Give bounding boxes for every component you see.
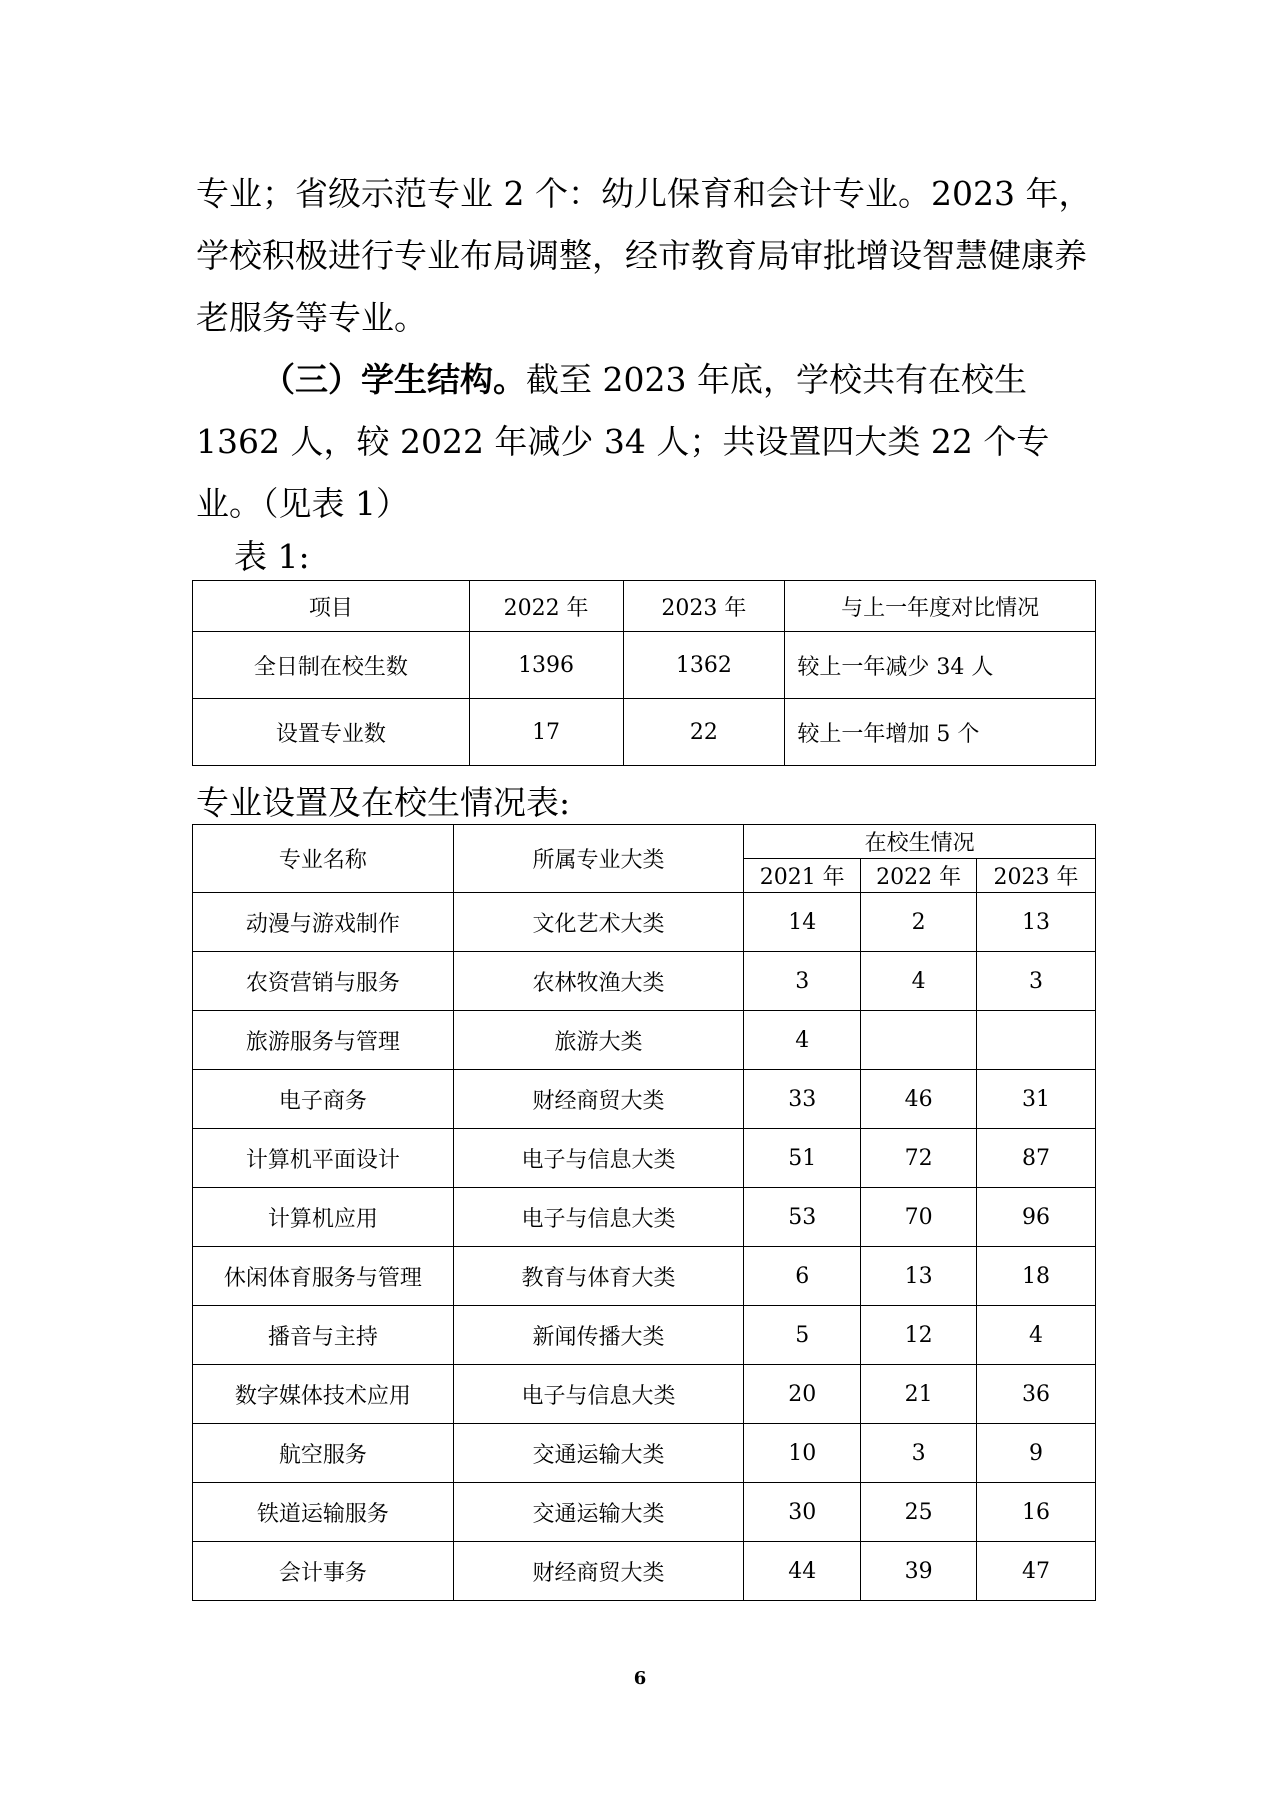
table-row — [193, 1542, 1096, 1601]
table-cell: 航空服务 — [193, 1424, 454, 1483]
table-cell: 数字媒体技术应用 — [193, 1365, 454, 1424]
table-cell: 10 — [744, 1424, 861, 1483]
table2-caption: 专业设置及在校生情况表: — [196, 783, 571, 822]
table-cell: 计算机应用 — [193, 1188, 454, 1247]
table-cell: 交通运输大类 — [453, 1483, 744, 1542]
table2-header-group: 在校生情况 — [744, 825, 1096, 859]
table-cell: 87 — [977, 1129, 1096, 1188]
table-row — [193, 699, 1096, 766]
table-cell: 25 — [861, 1483, 977, 1542]
table-cell: 53 — [744, 1188, 861, 1247]
table-cell: 电子与信息大类 — [453, 1188, 744, 1247]
table-cell: 旅游大类 — [453, 1011, 744, 1070]
table-row — [193, 1070, 1096, 1129]
table-row — [193, 1247, 1096, 1306]
table1-header-cell: 项目 — [193, 581, 470, 632]
table-cell: 财经商贸大类 — [453, 1070, 744, 1129]
table1-header-cell: 与上一年度对比情况 — [785, 581, 1096, 632]
table-row — [193, 952, 1096, 1011]
table-cell: 电子商务 — [193, 1070, 454, 1129]
table-cell: 教育与体育大类 — [453, 1247, 744, 1306]
table-cell — [861, 1011, 977, 1070]
table2-header-row — [193, 825, 1096, 859]
table-cell: 设置专业数 — [193, 699, 470, 766]
table-cell: 4 — [744, 1011, 861, 1070]
table-cell: 47 — [977, 1542, 1096, 1601]
table-cell: 16 — [977, 1483, 1096, 1542]
paragraph-majors: 专业；省级示范专业 2 个：幼儿保育和会计专业。2023 年，学校积极进行专业布局调整，经市教育局审批增设智慧健康养老服务等专业。 — [196, 174, 1092, 337]
table-row — [193, 1365, 1096, 1424]
table-row — [193, 1011, 1096, 1070]
table-row — [193, 1129, 1096, 1188]
table-cell: 14 — [744, 893, 861, 952]
table-cell: 文化艺术大类 — [453, 893, 744, 952]
table-row — [193, 632, 1096, 699]
table2-year-cell: 2022 年 — [861, 859, 977, 893]
table-cell: 18 — [977, 1247, 1096, 1306]
table-cell: 39 — [861, 1542, 977, 1601]
table1-header-cell: 2022 年 — [469, 581, 623, 632]
table-cell: 4 — [861, 952, 977, 1011]
table-cell: 休闲体育服务与管理 — [193, 1247, 454, 1306]
table-cell: 动漫与游戏制作 — [193, 893, 454, 952]
section-heading: （三）学生结构。 — [262, 360, 526, 399]
table-cell: 44 — [744, 1542, 861, 1601]
table2-year-cell: 2023 年 — [977, 859, 1096, 893]
table-cell: 较上一年减少 34 人 — [785, 632, 1096, 699]
table-cell: 96 — [977, 1188, 1096, 1247]
table2-header-name: 专业名称 — [193, 825, 454, 893]
table1 — [192, 580, 1096, 766]
table-cell: 2 — [861, 893, 977, 952]
table-cell: 31 — [977, 1070, 1096, 1129]
table2-header-category: 所属专业大类 — [453, 825, 744, 893]
table-cell: 财经商贸大类 — [453, 1542, 744, 1601]
table-row — [193, 1306, 1096, 1365]
table-cell: 9 — [977, 1424, 1096, 1483]
paragraph-student-structure — [196, 349, 1096, 535]
table2-year-cell: 2021 年 — [744, 859, 861, 893]
table-cell: 51 — [744, 1129, 861, 1188]
table-cell: 13 — [861, 1247, 977, 1306]
table-row — [193, 1424, 1096, 1483]
table-cell: 计算机平面设计 — [193, 1129, 454, 1188]
table-cell — [977, 1011, 1096, 1070]
table-cell: 较上一年增加 5 个 — [785, 699, 1096, 766]
table2-body — [193, 893, 1096, 1601]
table1-header-cell: 2023 年 — [623, 581, 785, 632]
table-cell: 6 — [744, 1247, 861, 1306]
table-row — [193, 893, 1096, 952]
table-row — [193, 1483, 1096, 1542]
table-cell: 旅游服务与管理 — [193, 1011, 454, 1070]
table1-header-row — [193, 581, 1096, 632]
table-cell: 13 — [977, 893, 1096, 952]
table-cell: 3 — [977, 952, 1096, 1011]
table-cell: 1396 — [469, 632, 623, 699]
table1-caption: 表 1: — [234, 537, 310, 576]
table-cell: 铁道运输服务 — [193, 1483, 454, 1542]
table-cell: 农资营销与服务 — [193, 952, 454, 1011]
page-number: 6 — [633, 1668, 647, 1689]
table-cell: 5 — [744, 1306, 861, 1365]
table-cell: 36 — [977, 1365, 1096, 1424]
table-cell: 4 — [977, 1306, 1096, 1365]
table-cell: 46 — [861, 1070, 977, 1129]
table-cell: 30 — [744, 1483, 861, 1542]
table-cell: 电子与信息大类 — [453, 1365, 744, 1424]
table-cell: 电子与信息大类 — [453, 1129, 744, 1188]
table-cell: 农林牧渔大类 — [453, 952, 744, 1011]
table-cell: 33 — [744, 1070, 861, 1129]
table-cell: 播音与主持 — [193, 1306, 454, 1365]
table-cell: 交通运输大类 — [453, 1424, 744, 1483]
table-cell: 会计事务 — [193, 1542, 454, 1601]
table-cell: 20 — [744, 1365, 861, 1424]
table-cell: 1362 — [623, 632, 785, 699]
table-row — [193, 1188, 1096, 1247]
table-cell: 3 — [744, 952, 861, 1011]
table-cell: 新闻传播大类 — [453, 1306, 744, 1365]
table-cell: 21 — [861, 1365, 977, 1424]
table2 — [192, 824, 1096, 1601]
table-cell: 22 — [623, 699, 785, 766]
table-cell: 全日制在校生数 — [193, 632, 470, 699]
table-cell: 12 — [861, 1306, 977, 1365]
table-cell: 72 — [861, 1129, 977, 1188]
section-body: 截至 2023 年底，学校共有在校生 1362 人，较 2022 年减少 34 人；共设置四大类 22 个专业。（见表 1） — [196, 360, 1050, 523]
table-cell: 3 — [861, 1424, 977, 1483]
table-cell: 70 — [861, 1188, 977, 1247]
table-cell: 17 — [469, 699, 623, 766]
